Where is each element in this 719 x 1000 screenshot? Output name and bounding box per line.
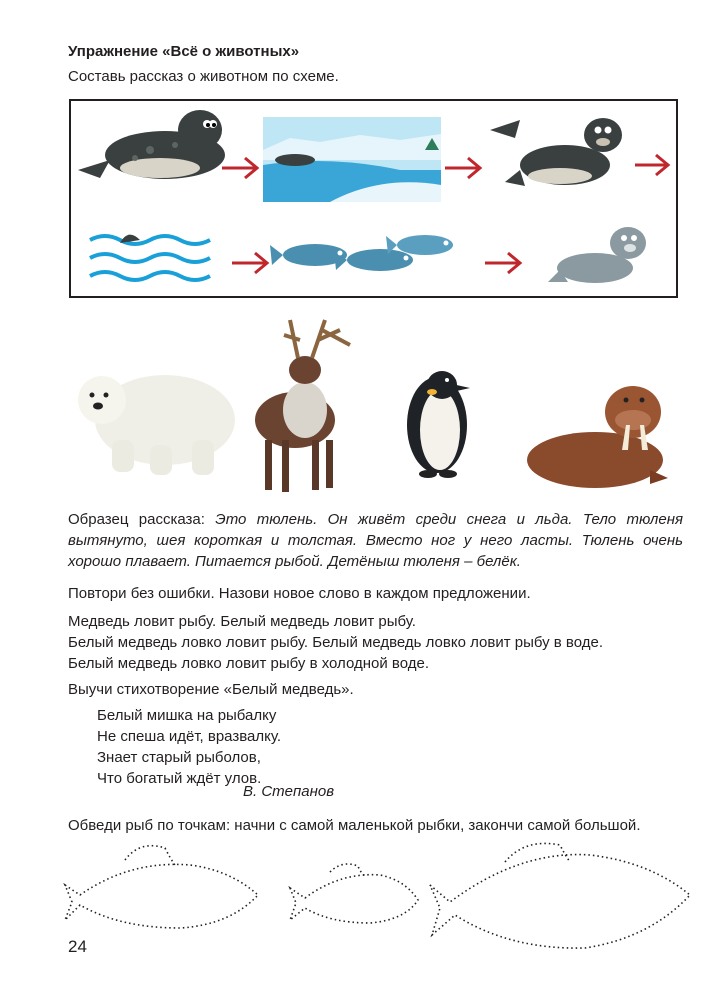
poem-line: Белый мишка на рыбалку	[97, 707, 277, 724]
polar-bear-icon	[78, 375, 235, 475]
page-number: 24	[68, 937, 87, 956]
fish-food-icon	[270, 235, 453, 271]
trace-fish-small[interactable]	[65, 846, 258, 928]
sample-story-label: Образец рассказа:	[68, 511, 205, 528]
arrow-icon	[485, 253, 520, 273]
seal-pup-icon	[548, 227, 646, 283]
arrow-icon	[445, 158, 480, 178]
poem	[97, 705, 281, 789]
exercise-instruction: Составь рассказ о животном по схеме.	[68, 68, 339, 85]
arrow-icon	[635, 155, 668, 175]
penguin-icon	[407, 371, 470, 478]
arctic-habitat-icon	[263, 117, 441, 202]
seal-body-parts-icon	[490, 118, 622, 186]
learn-task: Выучи стихотворение «Белый медведь».	[68, 681, 354, 698]
poem-line: Что богатый ждёт улов.	[97, 770, 262, 787]
poem-line: Знает старый рыболов,	[97, 749, 261, 766]
reindeer-icon	[255, 320, 350, 492]
trace-fish-smallest[interactable]	[290, 864, 418, 923]
walrus-icon	[527, 386, 668, 488]
arrow-icon	[222, 158, 257, 178]
sentence-line: Белый медведь ловко ловит рыбу в холодной воде.	[68, 655, 429, 672]
repeat-task: Повтори без ошибки. Назови новое слово в каждом предложении.	[68, 585, 531, 602]
sample-story-text: Это тюлень. Он живёт среди снега и льда. Тело тюленя вытянуто, шея короткая и толстая. Вместо ног у него ласты. Тюлень очень хорошо плавает. Питается рыбой. Детёныш тюленя – белёк.	[68, 511, 683, 570]
trace-fish-large[interactable]	[430, 843, 690, 948]
sentences-block	[68, 611, 603, 674]
trace-task: Обведи рыб по точкам: начни с самой маленькой рыбки, закончи самой большой.	[68, 817, 641, 834]
sentence-line: Белый медведь ловко ловит рыбу. Белый медведь ловко ловит рыбу в воде.	[68, 634, 604, 651]
sentence-line: Медведь ловит рыбу. Белый медведь ловит рыбу.	[68, 613, 416, 630]
exercise-title: Упражнение «Всё о животных»	[68, 43, 300, 60]
poem-line: Не спеша идёт, вразвалку.	[97, 728, 282, 745]
arrow-icon	[232, 253, 267, 273]
sample-story	[68, 509, 683, 572]
poem-author: В. Степанов	[243, 783, 335, 800]
seal-icon	[78, 110, 225, 179]
swimming-icon	[90, 235, 210, 280]
